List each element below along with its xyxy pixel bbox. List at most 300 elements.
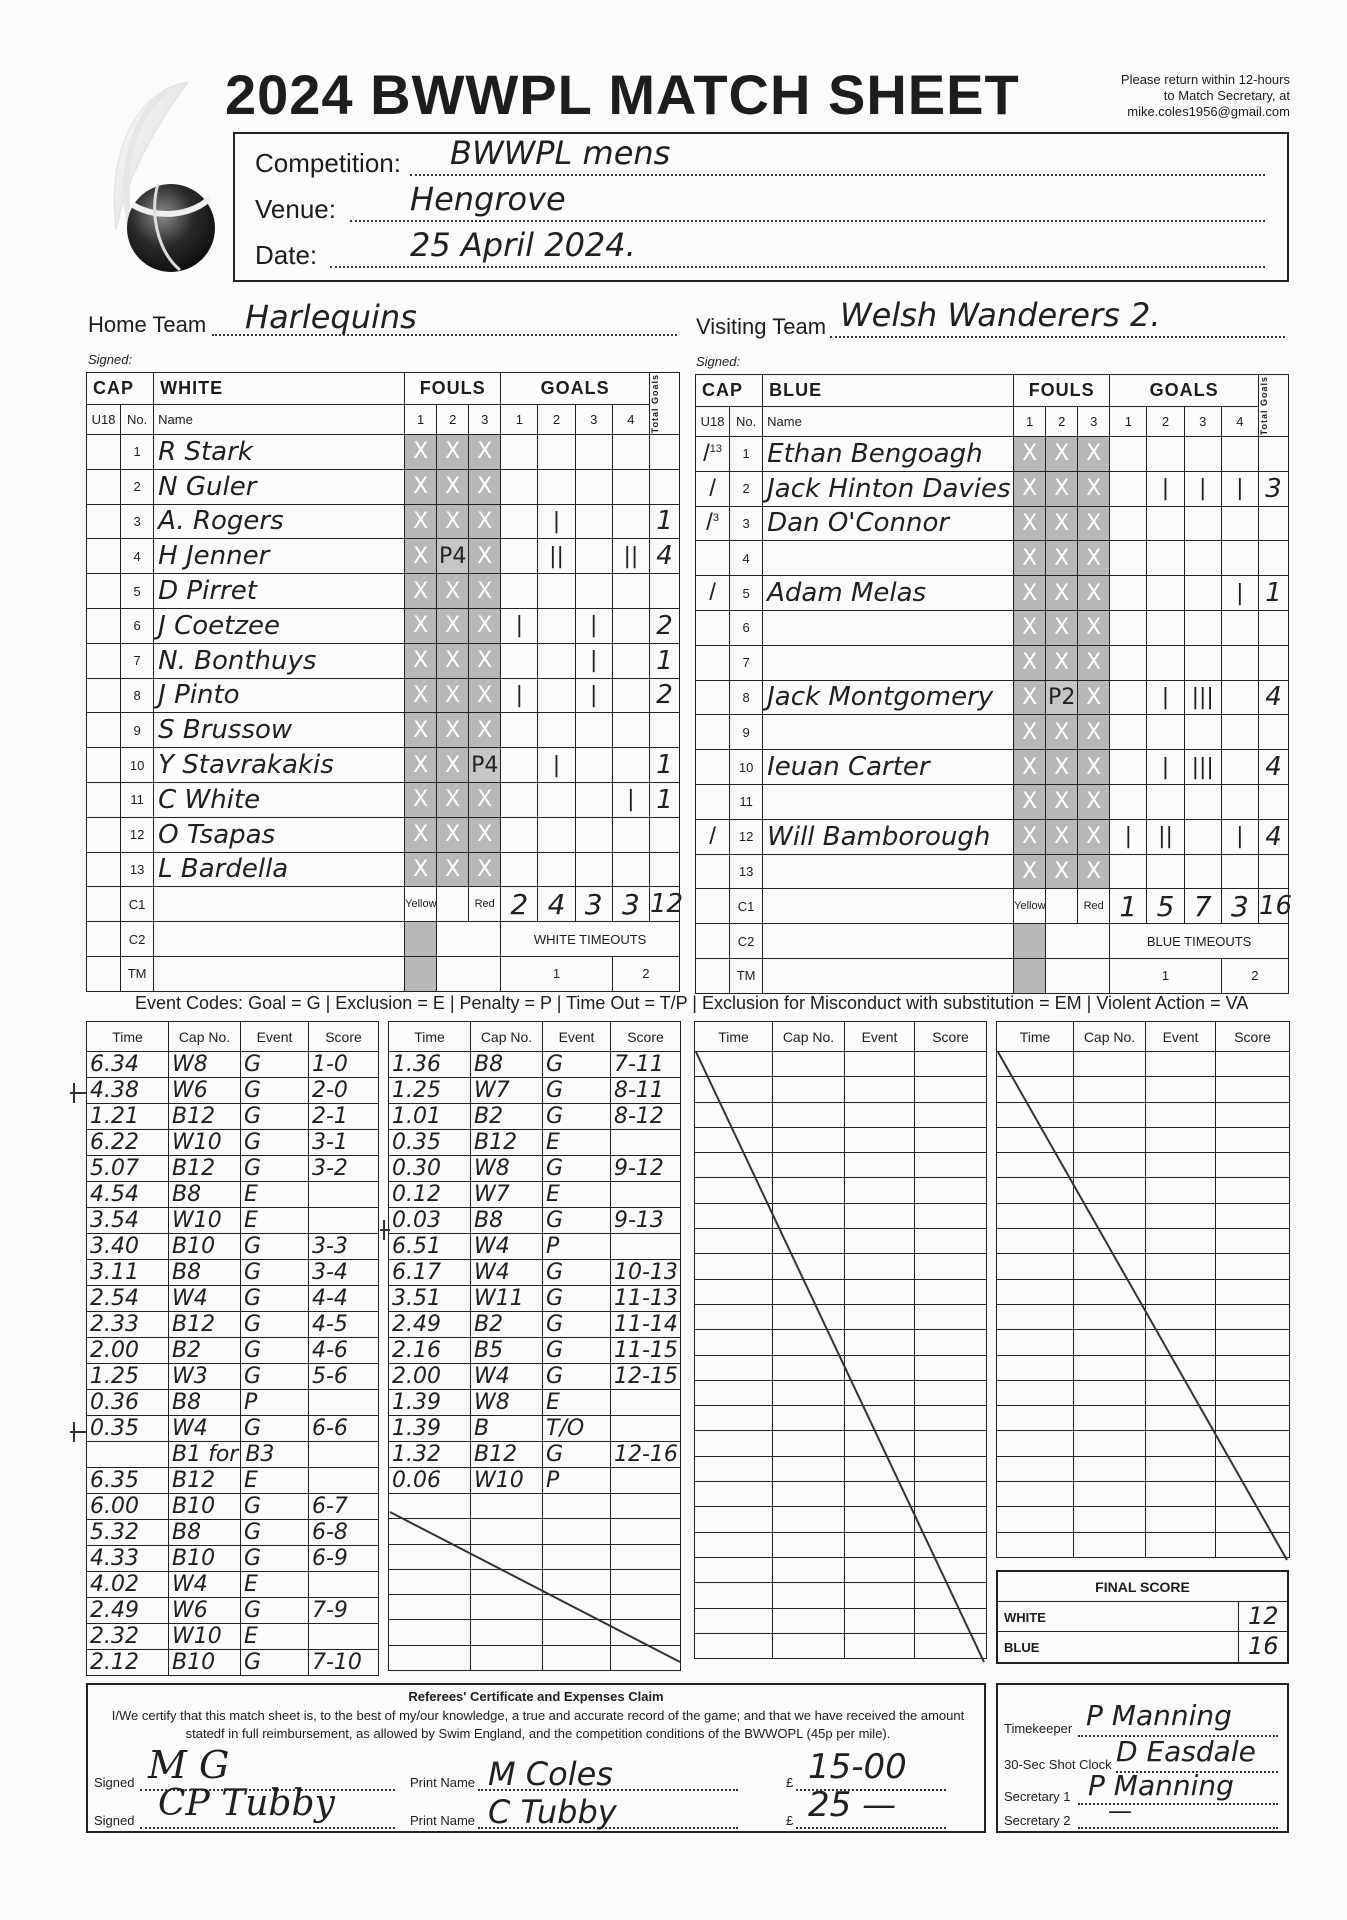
event-cap[interactable]: B5 [471,1338,543,1364]
foul-cell[interactable]: X [1014,610,1046,645]
player-total-goals[interactable]: 1 [1258,576,1288,611]
home-team-name[interactable]: Harlequins [245,298,417,336]
event-time[interactable]: 6.51 [389,1234,471,1260]
event-code[interactable]: G [241,1130,309,1156]
event-time[interactable]: 0.35 [87,1416,169,1442]
player-name[interactable]: S Brussow [154,713,405,748]
u18-cell[interactable]: / [696,576,730,611]
foul-cell[interactable]: X [1078,750,1110,785]
event-time[interactable]: 1.39 [389,1390,471,1416]
event-score[interactable]: 4-6 [309,1338,379,1364]
player-name[interactable]: Adam Melas [763,576,1014,611]
event-code[interactable]: E [241,1468,309,1494]
foul-cell[interactable]: X [437,504,469,539]
event-cap[interactable]: W10 [169,1208,241,1234]
goal-tally[interactable]: | [1147,471,1184,506]
event-score[interactable]: 4-5 [309,1312,379,1338]
event-cap[interactable]: W4 [471,1234,543,1260]
event-code[interactable]: G [543,1156,611,1182]
event-cap[interactable]: W6 [169,1078,241,1104]
event-score[interactable]: 7-9 [309,1598,379,1624]
event-time[interactable]: 2.49 [87,1598,169,1624]
foul-cell[interactable]: X [1046,610,1078,645]
foul-cell[interactable]: X [469,852,501,887]
goal-tally[interactable]: ||| [1184,680,1221,715]
final-blue-score[interactable]: 16 [1248,1632,1279,1660]
event-cap[interactable]: B8 [169,1260,241,1286]
event-code[interactable]: G [241,1650,309,1676]
event-code[interactable]: E [543,1182,611,1208]
foul-cell[interactable]: X [1078,715,1110,750]
player-total-goals[interactable]: 4 [649,539,679,574]
event-time[interactable]: 1.39 [389,1416,471,1442]
foul-cell[interactable]: X [1078,819,1110,854]
event-code[interactable]: G [241,1364,309,1390]
event-code[interactable]: G [241,1052,309,1078]
event-code[interactable]: P [543,1234,611,1260]
foul-cell[interactable]: X [1078,784,1110,819]
event-cap[interactable]: B [471,1416,543,1442]
player-name[interactable]: H Jenner [154,539,405,574]
event-code[interactable]: G [241,1156,309,1182]
event-time[interactable]: 6.17 [389,1260,471,1286]
event-score[interactable]: 11-15 [611,1338,681,1364]
foul-cell[interactable]: X [405,643,437,678]
u18-cell[interactable]: / [696,819,730,854]
foul-cell[interactable]: X [1014,471,1046,506]
event-code[interactable]: G [241,1286,309,1312]
foul-cell[interactable]: X [437,608,469,643]
player-name[interactable]: N Guler [154,469,405,504]
player-total-goals[interactable]: 4 [1258,750,1288,785]
event-code[interactable]: G [543,1078,611,1104]
event-code[interactable]: E [241,1208,309,1234]
goal-tally[interactable]: ||| [1184,750,1221,785]
foul-cell[interactable]: X [437,817,469,852]
event-score[interactable]: 11-13 [611,1286,681,1312]
event-code[interactable]: G [241,1416,309,1442]
event-score[interactable]: 11-14 [611,1312,681,1338]
event-time[interactable]: 6.35 [87,1468,169,1494]
foul-cell[interactable]: X [1078,541,1110,576]
foul-cell[interactable]: X [405,435,437,470]
event-cap[interactable]: W4 [169,1572,241,1598]
event-code[interactable]: G [241,1104,309,1130]
foul-cell[interactable]: X [469,782,501,817]
event-time[interactable]: 0.35 [389,1130,471,1156]
event-code[interactable]: G [543,1338,611,1364]
goal-tally[interactable]: | [1147,750,1184,785]
foul-cell[interactable]: X [405,817,437,852]
player-total-goals[interactable]: 2 [649,678,679,713]
quarter-total[interactable]: 1 [1110,889,1147,924]
event-cap[interactable]: W10 [471,1468,543,1494]
quarter-total[interactable]: 5 [1147,889,1184,924]
event-time[interactable]: 2.16 [389,1338,471,1364]
event-code[interactable]: G [543,1442,611,1468]
player-name[interactable]: Jack Hinton Davies [763,471,1014,506]
event-code[interactable]: G [241,1520,309,1546]
foul-cell[interactable]: X [1046,645,1078,680]
quarter-total[interactable]: 3 [575,887,612,922]
event-code[interactable]: G [241,1260,309,1286]
event-code[interactable]: G [241,1234,309,1260]
event-score[interactable]: 3-1 [309,1130,379,1156]
player-name[interactable]: Will Bamborough [763,819,1014,854]
event-time[interactable]: 4.54 [87,1182,169,1208]
foul-cell[interactable]: X [469,539,501,574]
competition-value[interactable]: BWWPL mens [450,134,671,172]
event-time[interactable]: 6.00 [87,1494,169,1520]
foul-cell[interactable]: P4 [469,748,501,783]
event-cap[interactable]: W8 [169,1052,241,1078]
goal-tally[interactable]: | [501,678,538,713]
event-time[interactable]: 4.02 [87,1572,169,1598]
timeout-2[interactable]: 2 [612,956,679,991]
event-code[interactable]: G [241,1494,309,1520]
event-cap[interactable]: B10 [169,1494,241,1520]
goal-tally[interactable]: | [501,608,538,643]
grand-total[interactable]: 12 [649,887,679,922]
event-time[interactable]: 0.30 [389,1156,471,1182]
foul-cell[interactable]: X [437,469,469,504]
event-code[interactable]: G [241,1312,309,1338]
event-score[interactable]: 7-11 [611,1052,681,1078]
goal-tally[interactable]: | [1221,576,1258,611]
event-score[interactable]: 9-12 [611,1156,681,1182]
player-name[interactable]: Jack Montgomery [763,680,1014,715]
event-score[interactable]: 9-13 [611,1208,681,1234]
foul-cell[interactable]: X [1046,784,1078,819]
event-cap[interactable]: B1 for B3 [169,1442,241,1468]
ref1-amount[interactable]: 15-00 [808,1747,907,1787]
event-time[interactable]: 3.40 [87,1234,169,1260]
final-white-score[interactable]: 12 [1248,1602,1279,1630]
foul-cell[interactable]: X [1046,854,1078,889]
event-score[interactable]: 3-2 [309,1156,379,1182]
event-cap[interactable]: W6 [169,1598,241,1624]
foul-cell[interactable]: X [1078,610,1110,645]
quarter-total[interactable]: 4 [538,887,575,922]
event-score[interactable]: 3-3 [309,1234,379,1260]
timekeeper-value[interactable]: P Manning [1086,1699,1232,1732]
event-time[interactable]: 6.34 [87,1052,169,1078]
foul-cell[interactable]: X [405,782,437,817]
event-time[interactable]: 0.36 [87,1390,169,1416]
event-code[interactable]: E [241,1182,309,1208]
foul-cell[interactable]: X [437,435,469,470]
event-cap[interactable]: W7 [471,1182,543,1208]
foul-cell[interactable]: X [1014,437,1046,472]
event-cap[interactable]: B12 [169,1468,241,1494]
foul-cell[interactable]: X [405,852,437,887]
event-cap[interactable]: W8 [471,1390,543,1416]
foul-cell[interactable]: X [1014,645,1046,680]
player-total-goals[interactable]: 3 [1258,471,1288,506]
event-cap[interactable]: W8 [471,1156,543,1182]
goal-tally[interactable]: || [538,539,575,574]
ref2-print-name[interactable]: C Tubby [488,1793,617,1831]
date-value[interactable]: 25 April 2024. [410,226,636,264]
event-time[interactable]: 2.49 [389,1312,471,1338]
foul-cell[interactable]: X [437,748,469,783]
player-name[interactable]: R Stark [154,435,405,470]
secretary1-value[interactable]: P Manning [1088,1769,1234,1802]
event-code[interactable]: G [543,1312,611,1338]
player-name[interactable]: J Coetzee [154,608,405,643]
foul-cell[interactable]: X [405,539,437,574]
event-cap[interactable]: B12 [471,1442,543,1468]
foul-cell[interactable]: X [1078,437,1110,472]
event-cap[interactable]: W4 [471,1260,543,1286]
shot-clock-value[interactable]: D Easdale [1116,1735,1256,1768]
event-cap[interactable]: W10 [169,1624,241,1650]
foul-cell[interactable]: X [1078,506,1110,541]
event-score[interactable]: 8-11 [611,1078,681,1104]
visiting-team-name[interactable]: Welsh Wanderers 2. [840,296,1161,334]
player-total-goals[interactable]: 1 [649,782,679,817]
event-time[interactable]: 3.54 [87,1208,169,1234]
event-time[interactable]: 2.12 [87,1650,169,1676]
foul-cell[interactable]: X [469,643,501,678]
goal-tally[interactable]: | [612,782,649,817]
player-name[interactable]: Y Stavrakakis [154,748,405,783]
event-cap[interactable]: B10 [169,1650,241,1676]
event-code[interactable]: G [543,1208,611,1234]
quarter-total[interactable]: 3 [1221,889,1258,924]
timeout-1[interactable]: 1 [1110,958,1222,993]
event-time[interactable]: 6.22 [87,1130,169,1156]
event-time[interactable]: 1.25 [389,1078,471,1104]
event-time[interactable]: 2.00 [389,1364,471,1390]
event-code[interactable]: G [543,1052,611,1078]
player-name[interactable]: D Pirret [154,574,405,609]
foul-cell[interactable]: X [1014,750,1046,785]
foul-cell[interactable]: X [437,782,469,817]
u18-cell[interactable]: /$^3$ [696,506,730,541]
foul-cell[interactable]: X [1014,715,1046,750]
ref2-signature[interactable]: CP Tubby [158,1783,335,1824]
foul-cell[interactable]: X [1046,437,1078,472]
foul-cell[interactable]: X [1046,819,1078,854]
event-code[interactable]: E [241,1572,309,1598]
event-cap[interactable]: B2 [471,1312,543,1338]
event-cap[interactable]: W11 [471,1286,543,1312]
foul-cell[interactable]: X [1046,750,1078,785]
foul-cell[interactable]: X [1014,576,1046,611]
foul-cell[interactable]: X [437,643,469,678]
foul-cell[interactable]: X [1078,645,1110,680]
foul-cell[interactable]: X [469,469,501,504]
event-score[interactable]: 6-6 [309,1416,379,1442]
event-score[interactable]: 5-6 [309,1364,379,1390]
foul-cell[interactable]: X [1014,680,1046,715]
event-cap[interactable]: W3 [169,1364,241,1390]
event-cap[interactable]: B8 [169,1390,241,1416]
goal-tally[interactable]: | [1221,819,1258,854]
event-score[interactable]: 4-4 [309,1286,379,1312]
quarter-total[interactable]: 2 [501,887,538,922]
u18-cell[interactable]: /$^{13}$ [696,437,730,472]
event-cap[interactable]: W4 [169,1416,241,1442]
foul-cell[interactable]: X [469,608,501,643]
event-score[interactable]: 2-0 [309,1078,379,1104]
event-code[interactable]: G [543,1364,611,1390]
event-code[interactable]: E [543,1130,611,1156]
foul-cell[interactable]: X [1046,506,1078,541]
event-code[interactable]: G [241,1598,309,1624]
event-cap[interactable]: B8 [169,1182,241,1208]
foul-cell[interactable]: X [1046,471,1078,506]
player-total-goals[interactable]: 1 [649,643,679,678]
ref1-print-name[interactable]: M Coles [488,1755,613,1793]
player-name[interactable]: O Tsapas [154,817,405,852]
event-time[interactable]: 5.07 [87,1156,169,1182]
secretary2-value[interactable]: — [1108,1797,1132,1825]
foul-cell[interactable]: X [405,713,437,748]
event-cap[interactable]: B2 [169,1338,241,1364]
event-code[interactable]: G [543,1286,611,1312]
event-cap[interactable]: B2 [471,1104,543,1130]
goal-tally[interactable]: | [1147,680,1184,715]
event-cap[interactable]: W4 [471,1364,543,1390]
player-name[interactable]: Ieuan Carter [763,750,1014,785]
goal-tally[interactable]: | [538,748,575,783]
foul-cell[interactable]: X [405,748,437,783]
event-code[interactable]: T/O [543,1416,611,1442]
foul-cell[interactable]: P4 [437,539,469,574]
foul-cell[interactable]: X [469,713,501,748]
u18-cell[interactable]: / [696,471,730,506]
foul-cell[interactable]: X [469,504,501,539]
foul-cell[interactable]: X [1014,819,1046,854]
event-time[interactable]: 3.11 [87,1260,169,1286]
goal-tally[interactable]: | [575,643,612,678]
event-cap[interactable]: B12 [471,1130,543,1156]
player-total-goals[interactable]: 4 [1258,680,1288,715]
player-name[interactable]: Dan O'Connor [763,506,1014,541]
player-name[interactable]: J Pinto [154,678,405,713]
foul-cell[interactable]: X [437,713,469,748]
player-name[interactable]: C White [154,782,405,817]
event-score[interactable]: 12-16 [611,1442,681,1468]
foul-cell[interactable]: X [1014,784,1046,819]
event-score[interactable]: 7-10 [309,1650,379,1676]
event-time[interactable]: 2.33 [87,1312,169,1338]
foul-cell[interactable]: X [469,678,501,713]
player-name[interactable]: L Bardella [154,852,405,887]
player-total-goals[interactable]: 1 [649,748,679,783]
player-name[interactable]: N. Bonthuys [154,643,405,678]
foul-cell[interactable]: X [1078,854,1110,889]
foul-cell[interactable]: X [1078,680,1110,715]
player-total-goals[interactable]: 4 [1258,819,1288,854]
event-time[interactable]: 0.12 [389,1182,471,1208]
event-cap[interactable]: W4 [169,1286,241,1312]
event-score[interactable]: 2-1 [309,1104,379,1130]
foul-cell[interactable]: X [437,574,469,609]
event-score[interactable]: 1-0 [309,1052,379,1078]
goal-tally[interactable]: | [1221,471,1258,506]
event-cap[interactable]: B12 [169,1104,241,1130]
event-time[interactable]: 1.25 [87,1364,169,1390]
event-score[interactable]: 6-8 [309,1520,379,1546]
foul-cell[interactable]: X [1014,541,1046,576]
player-total-goals[interactable]: 1 [649,504,679,539]
event-cap[interactable]: B12 [169,1156,241,1182]
ref1-signature[interactable]: M G [148,1743,230,1787]
event-time[interactable]: 1.36 [389,1052,471,1078]
event-time[interactable]: 1.01 [389,1104,471,1130]
event-cap[interactable]: W10 [169,1130,241,1156]
event-code[interactable]: G [241,1078,309,1104]
event-code[interactable]: G [543,1104,611,1130]
event-cap[interactable]: B8 [471,1052,543,1078]
event-cap[interactable]: B12 [169,1312,241,1338]
timeout-1[interactable]: 1 [501,956,613,991]
grand-total[interactable]: 16 [1258,889,1288,924]
goal-tally[interactable]: || [612,539,649,574]
event-time[interactable]: 2.32 [87,1624,169,1650]
event-code[interactable]: E [543,1390,611,1416]
player-name[interactable]: Ethan Bengoagh [763,437,1014,472]
foul-cell[interactable]: X [405,678,437,713]
foul-cell[interactable]: X [405,574,437,609]
event-time[interactable]: 1.32 [389,1442,471,1468]
event-score[interactable]: 6-9 [309,1546,379,1572]
foul-cell[interactable]: X [1046,541,1078,576]
foul-cell[interactable]: X [1014,854,1046,889]
event-time[interactable]: 1.21 [87,1104,169,1130]
event-score[interactable]: 10-13 [611,1260,681,1286]
event-cap[interactable]: B8 [471,1208,543,1234]
foul-cell[interactable]: X [405,608,437,643]
foul-cell[interactable]: X [1046,715,1078,750]
event-code[interactable]: G [241,1546,309,1572]
event-cap[interactable]: W7 [471,1078,543,1104]
foul-cell[interactable]: X [437,852,469,887]
player-name[interactable]: A. Rogers [154,504,405,539]
event-code[interactable]: G [543,1260,611,1286]
foul-cell[interactable]: X [405,504,437,539]
foul-cell[interactable]: X [1046,576,1078,611]
event-score[interactable]: 8-12 [611,1104,681,1130]
goal-tally[interactable]: | [1110,819,1147,854]
goal-tally[interactable]: | [575,678,612,713]
event-time[interactable]: 4.33 [87,1546,169,1572]
foul-cell[interactable]: X [437,678,469,713]
event-score[interactable]: 12-15 [611,1364,681,1390]
event-cap[interactable]: B10 [169,1234,241,1260]
event-code[interactable]: G [241,1338,309,1364]
foul-cell[interactable]: X [1014,506,1046,541]
event-cap[interactable]: B10 [169,1546,241,1572]
quarter-total[interactable]: 3 [612,887,649,922]
goal-tally[interactable]: || [1147,819,1184,854]
event-time[interactable]: 3.51 [389,1286,471,1312]
event-score[interactable]: 6-7 [309,1494,379,1520]
event-time[interactable]: 5.32 [87,1520,169,1546]
foul-cell[interactable]: X [469,435,501,470]
event-time[interactable]: 2.54 [87,1286,169,1312]
quarter-total[interactable]: 7 [1184,889,1221,924]
timeout-2[interactable]: 2 [1221,958,1288,993]
venue-value[interactable]: Hengrove [410,180,566,218]
foul-cell[interactable]: X [405,469,437,504]
foul-cell[interactable]: X [469,817,501,852]
goal-tally[interactable]: | [538,504,575,539]
event-code[interactable]: P [543,1468,611,1494]
